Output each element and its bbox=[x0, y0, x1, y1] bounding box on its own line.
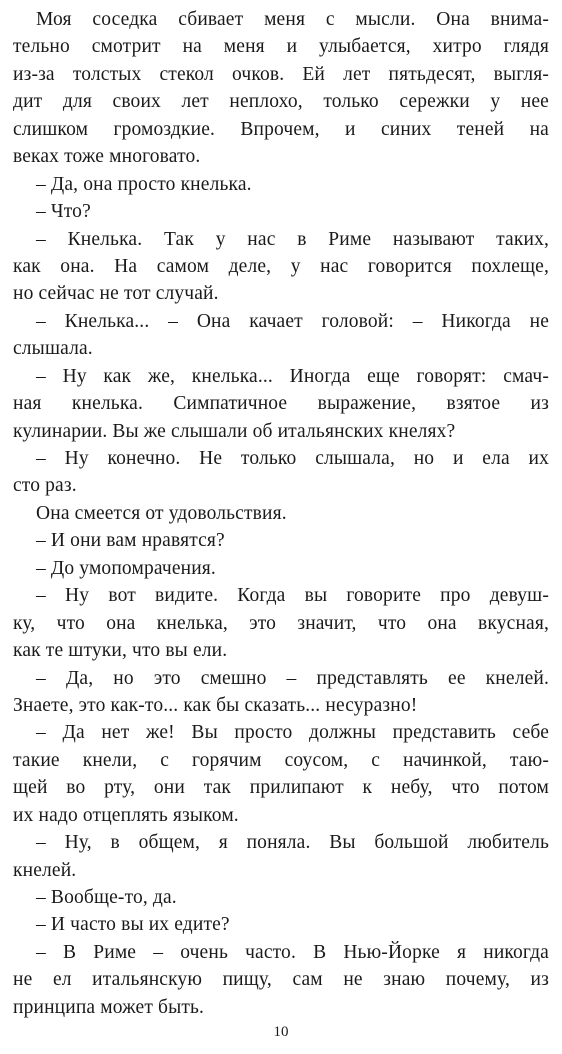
paragraph bbox=[0, 226, 562, 308]
text-line: Она смеется от удовольствия. bbox=[36, 502, 287, 524]
paragraph bbox=[0, 665, 562, 720]
text-line: – Ну конечно. Не только слышала, но и ела их bbox=[36, 448, 549, 469]
page-text bbox=[0, 6, 562, 1021]
text-line: ку, что она кнелька, это значит, что она вкусная, bbox=[13, 612, 549, 634]
text-line: – Да нет же! Вы просто должны представить себе bbox=[36, 722, 549, 744]
text-line: – Да, но это смешно – представлять ее кнелей. bbox=[36, 667, 549, 689]
page-number: 10 bbox=[273, 1024, 289, 1040]
text-line: – Вообще-то, да. bbox=[36, 887, 177, 908]
text-line: – И часто вы их едите? bbox=[36, 914, 230, 936]
text-line: слышала. bbox=[13, 338, 93, 360]
text-line: – Что? bbox=[36, 201, 91, 223]
paragraph bbox=[0, 198, 562, 225]
text-line: дит для своих лет неплохо, только сережки у нее bbox=[13, 91, 549, 113]
text-line: щей во рту, они так прилипают к небу, что потом bbox=[13, 777, 549, 799]
text-line: – До умопомрачения. bbox=[36, 557, 216, 579]
text-line: – В Риме – очень часто. В Нью-Йорке я никогда bbox=[36, 941, 549, 963]
text-line: сто раз. bbox=[13, 475, 77, 497]
paragraph bbox=[0, 555, 562, 582]
paragraph bbox=[0, 445, 562, 500]
text-line: Знаете, это как-то... как бы сказать... несуразно! bbox=[13, 694, 418, 716]
text-line: принципа может быть. bbox=[13, 996, 205, 1018]
paragraph bbox=[0, 911, 562, 938]
text-line: – Ну, в общем, я поняла. Вы большой любитель bbox=[36, 832, 549, 854]
paragraph bbox=[0, 363, 562, 445]
text-line: веках тоже многовато. bbox=[13, 146, 201, 168]
text-line: но сейчас не тот случай. bbox=[13, 283, 219, 305]
text-line: – И они вам нравятся? bbox=[36, 530, 225, 552]
text-line: как те штуки, что вы ели. bbox=[13, 640, 228, 662]
paragraph bbox=[0, 500, 562, 527]
text-line: – Да, она просто кнелька. bbox=[36, 173, 252, 195]
text-line: слишком громоздкие. Впрочем, и синих теней на bbox=[13, 118, 549, 140]
text-line: кнелей. bbox=[13, 859, 77, 881]
paragraph bbox=[0, 6, 562, 171]
text-line: не ел итальянскую пищу, сам не знаю почему, из bbox=[13, 969, 549, 991]
paragraph bbox=[0, 719, 562, 829]
text-line: такие кнели, с горячим соусом, с начинкой, таю- bbox=[13, 749, 549, 771]
paragraph bbox=[0, 884, 562, 911]
text-line: тельно смотрит на меня и улыбается, хитро глядя bbox=[13, 36, 549, 58]
paragraph bbox=[0, 308, 562, 363]
paragraph bbox=[0, 939, 562, 1021]
text-line: Моя соседка сбивает меня с мысли. Она внима- bbox=[36, 9, 549, 30]
text-line: из-за толстых стекол очков. Ей лет пятьдесят, выгля- bbox=[13, 63, 549, 85]
text-line: ная кнелька. Симпатичное выражение, взятое из bbox=[13, 393, 549, 415]
paragraph bbox=[0, 527, 562, 554]
text-line: кулинарии. Вы же слышали об итальянских кнелях? bbox=[13, 420, 456, 442]
paragraph bbox=[0, 582, 562, 664]
text-line: – Кнелька. Так у нас в Риме называют таких, bbox=[36, 228, 549, 250]
paragraph bbox=[0, 171, 562, 198]
paragraph bbox=[0, 829, 562, 884]
text-line: их надо отцеплять языком. bbox=[13, 804, 239, 826]
text-line: – Кнелька... – Она качает головой: – Никогда не bbox=[36, 310, 549, 332]
text-line: – Ну как же, кнелька... Иногда еще говорят: смач- bbox=[36, 365, 549, 387]
text-line: – Ну вот видите. Когда вы говорите про девуш- bbox=[36, 585, 549, 607]
text-line: как она. На самом деле, у нас говорится похлеще, bbox=[13, 255, 549, 277]
